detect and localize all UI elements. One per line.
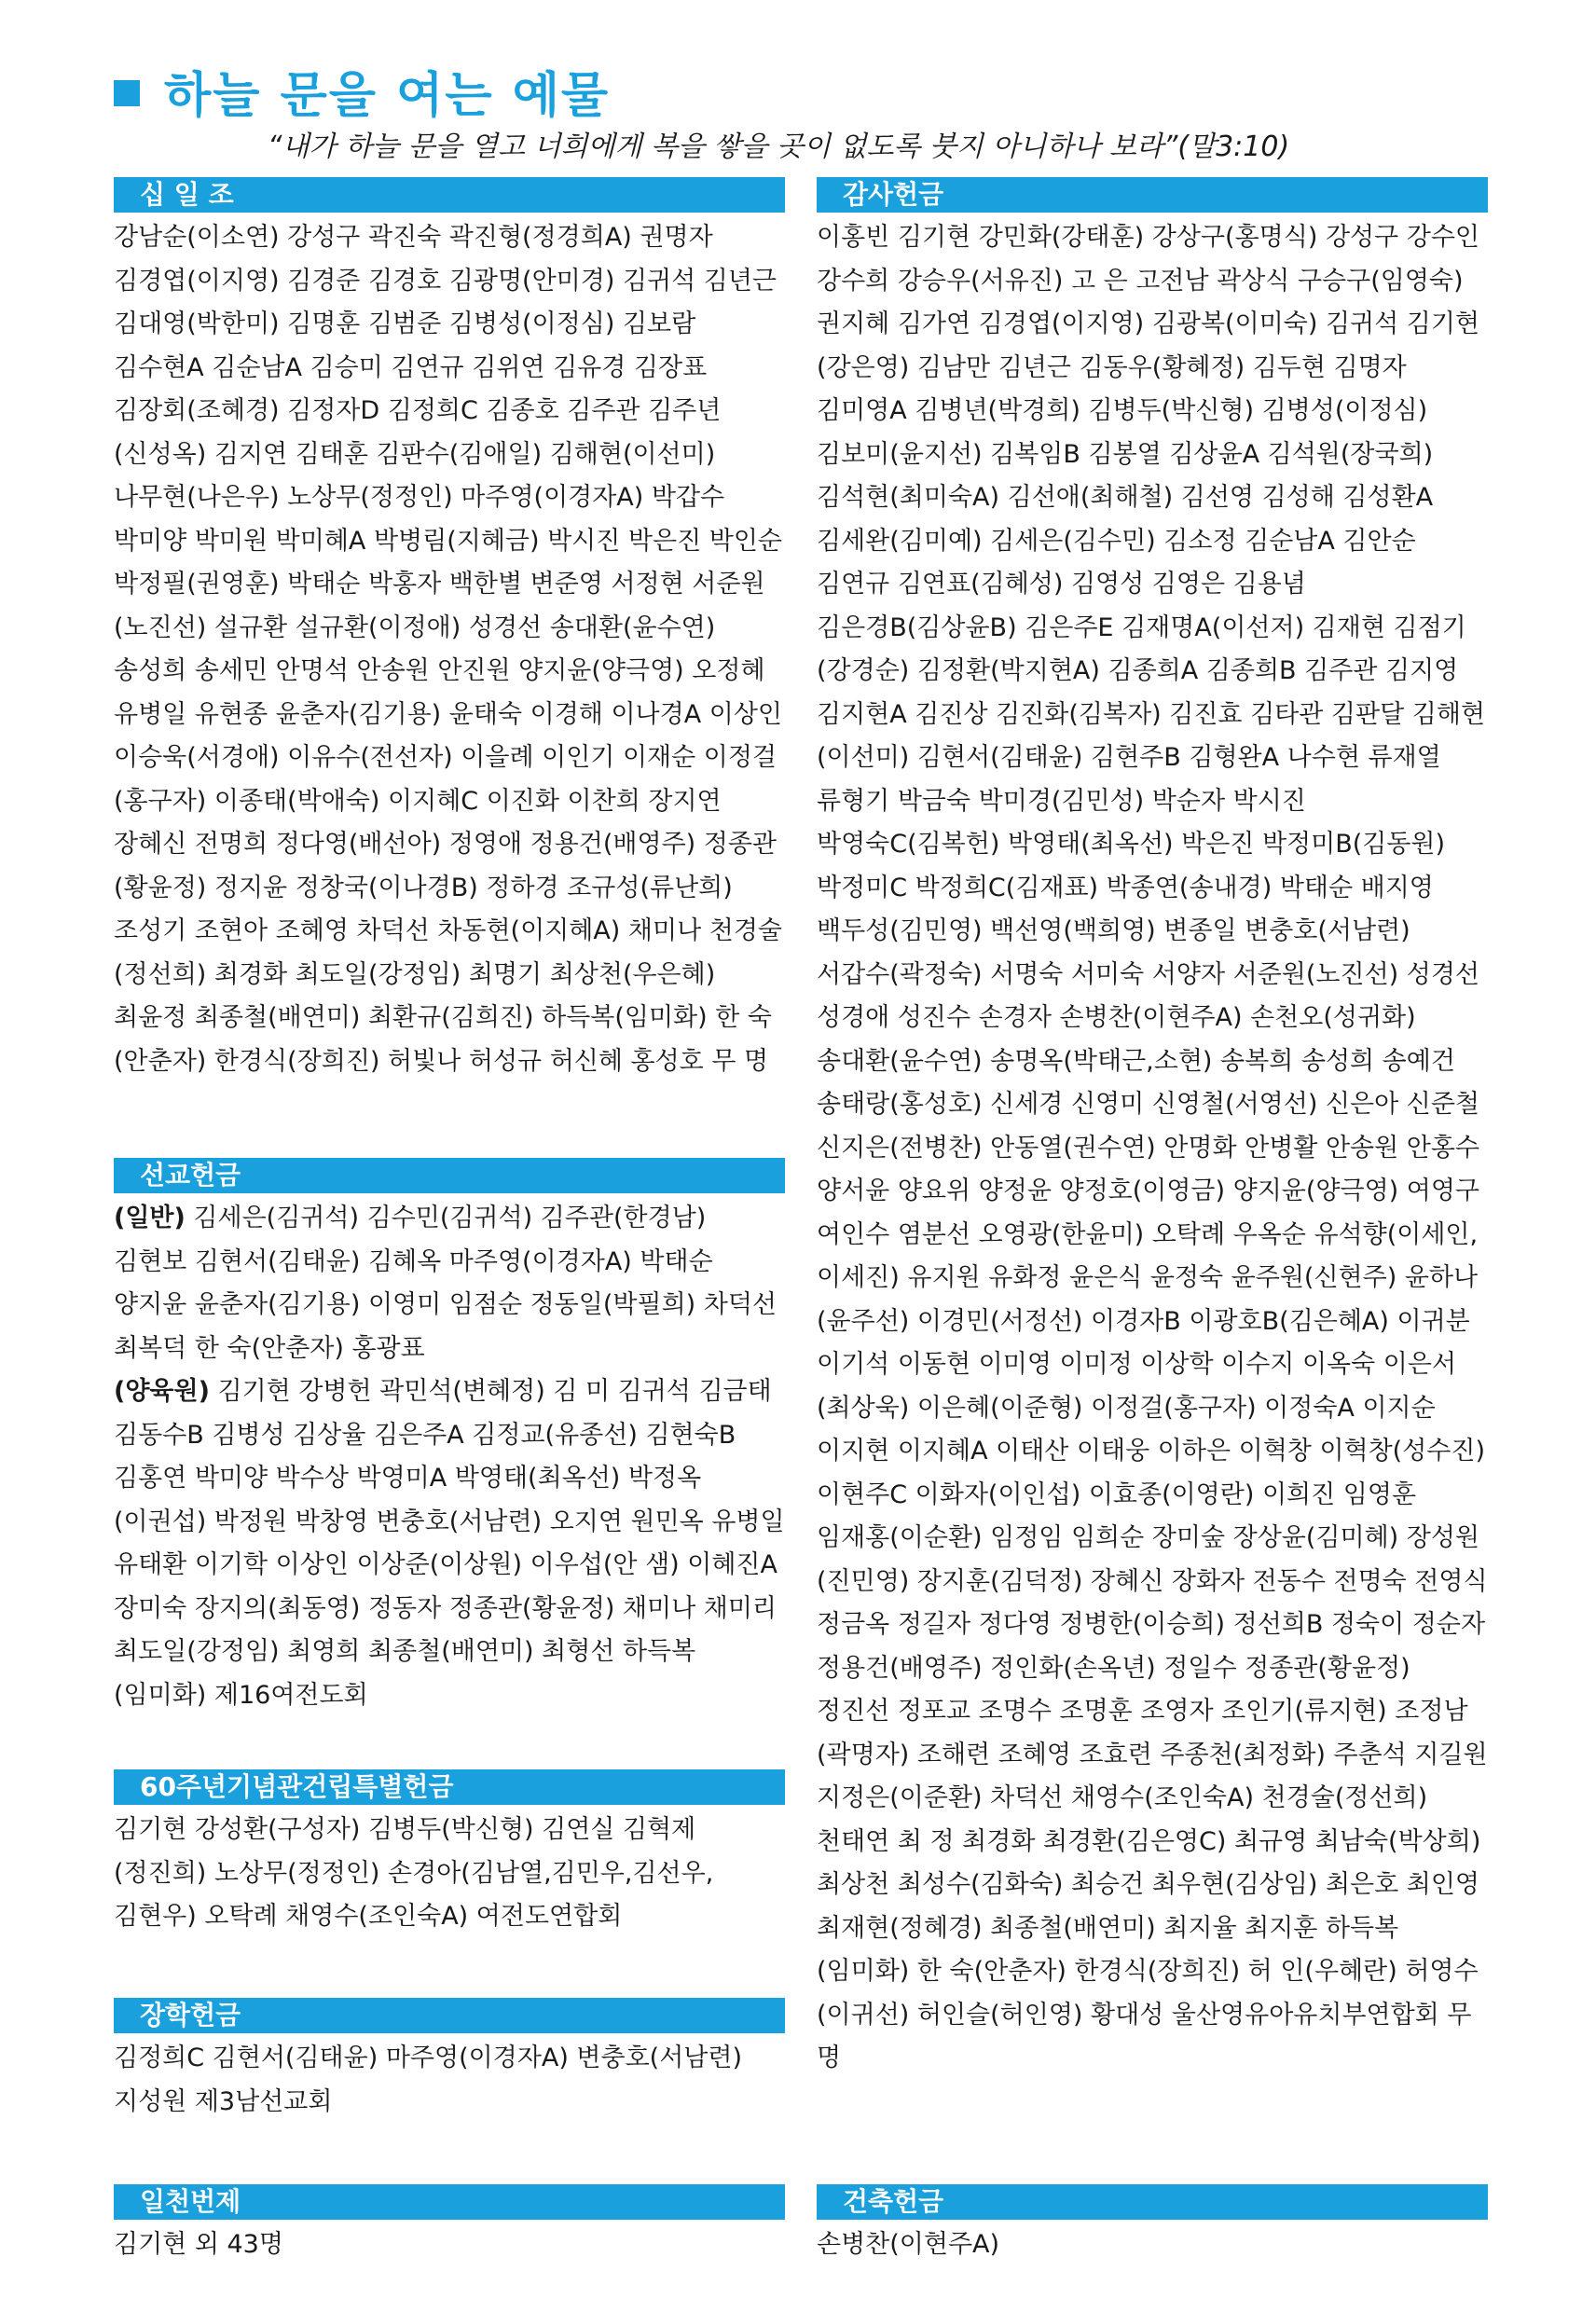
section-building <box>817 2184 1488 2267</box>
donor-list: 김기현 강병헌 곽민석(변혜정) 김 미 김귀석 김금태 김동수B 김병성 김상율 김은주A 김정교(유종선) 김현숙B 김홍연 박미양 박수상 박영미A 박영태(최옥선) 박정옥(이권섭) 박정원 박창영 변충호(서남련) 오지연 원민옥 유병일 유태환 이기학 이상인 이상준(이상원) 이우섭(안 샘) 이혜진A 장미숙 장지의(최동영) 정동자 정종관(황윤정) 채미나 채미리 최도일(강정임) 최영희 최종철(배연미) 최형선 하득복(임미화) 제16여전도회 <box>114 1377 785 1710</box>
title-square-icon <box>114 80 140 106</box>
section-body <box>114 2033 785 2124</box>
section-tithe <box>114 177 785 1083</box>
section-heading: 감사헌금 <box>817 177 1488 213</box>
donor-list: 이홍빈 김기현 강민화(강태훈) 강상구(홍명식) 강성구 강수인 강수희 강승우(서유진) 고 은 고전남 곽상식 구승구(임영숙) 권지혜 김가연 김경엽(이지영) 김광복(이미숙) 김귀석 김기현(강은영) 김남만 김년근 김동우(황혜정) 김두현 김명자 김미영A 김병년(박경희) 김병두(박신형) 김병성(이정심) 김보미(윤지선) 김복임B 김봉열 김상윤A 김석원(장국희) 김석현(최미숙A) 김선애(최해철) 김선영 김성해 김성환A 김세완(김미예) 김세은(김수민) 김소정 김순남A 김안순 김연규 김연표(김혜성) 김영성 김영은 김용념 김은경B(김상윤B) 김은주E 김재명A(이선저) 김재현 김점기(강경순) 김정환(박지현A) 김종희A 김종희B 김주관 김지영 김지현A 김진상 김진화(김복자) 김진효 김타관 김판달 김해현(이선미) 김현서(김태윤) 김현주B 김형완A 나수현 류재열 류형기 박금숙 박미경(김민성) 박순자 박시진 박영숙C(김복헌) 박영태(최옥선) 박은진 박정미B(김동원) 박정미C 박정희C(김재표) 박종연(송내경) 박태순 배지영 백두성(김민영) 백선영(백희영) 변종일 변충호(서남련) 서갑수(곽정숙) 서명숙 서미숙 서양자 서준원(노진선) 성경선 성경애 성진수 손경자 손병찬(이현주A) 손천오(성귀화) 송대환(윤수연) 송명옥(박태근,소현) 송복희 송성희 송예건 송태랑(홍성호) 신세경 신영미 신영철(서영선) 신은아 신준철 신지은(전병찬) 안동열(권수연) 안명화 안병활 안송원 안홍수 양서윤 양요위 양정윤 양정호(이영금) 양지윤(양극영) 여영구 여인수 염분선 오영광(한윤미) 오탁례 우옥순 유석향(이세인,이세진) 유지원 유화정 윤은식 윤정숙 윤주원(신현주) 윤하나(윤주선) 이경민(서정선) 이경자B 이광호B(김은혜A) 이귀분 이기석 이동현 이미영 이미정 이상학 이수지 이옥숙 이은서(최상욱) 이은혜(이준형) 이정걸(홍구자) 이정숙A 이지순 이지현 이지혜A 이태산 이태웅 이하은 이혁창 이혁창(성수진) 이현주C 이화자(이인섭) 이효종(이영란) 이희진 임영훈 임재홍(이순환) 임정임 임희순 장미숲 장상윤(김미혜) 장성원(진민영) 장지훈(김덕정) 장혜신 장화자 전동수 전명숙 전영식 정금옥 정길자 정다영 정병한(이승희) 정선희B 정숙이 정순자 정용건(배영주) 정인화(손옥년) 정일수 정종관(황윤정) 정진선 정포교 조명수 조명훈 조영자 조인기(류지현) 조정남(곽명자) 조해련 조혜영 조효련 주종천(최정화) 주춘석 지길원 지정은(이준환) 차덕선 채영수(조인숙A) 천경술(정선희) 천태연 최 정 최경화 최경환(김은영C) 최규영 최남숙(박상희) 최상천 최성수(김화숙) 최승건 최우현(김상임) 최은호 최인영 최재현(정혜경) 최종철(배연미) 최지율 최지훈 하득복(임미화) 한 숙(안춘자) 한경식(장희진) 허 인(우혜란) 허영수(이귀선) 허인슬(허인영) 황대성 울산영유아유치부연합회 무 명 <box>817 223 1488 2072</box>
section-mission <box>114 1158 785 1717</box>
section-heading: 일천번제 <box>114 2184 785 2220</box>
label-general: (일반) <box>114 1204 186 1232</box>
page-subtitle: “내가 하늘 문을 열고 너희에게 복을 쌓을 곳이 없도록 붓지 아니하나 보라”(말3:10) <box>268 131 1290 163</box>
section-anniversary <box>114 1769 785 1939</box>
section-body <box>817 2220 1488 2267</box>
section-body <box>114 1805 785 1939</box>
mission-general <box>114 1197 785 1370</box>
mission-orphanage <box>114 1370 785 1717</box>
section-heading: 장학헌금 <box>114 1998 785 2033</box>
section-body <box>114 213 785 1083</box>
donor-list: 강남순(이소연) 강성구 곽진숙 곽진형(정경희A) 권명자 김경엽(이지영) 김경준 김경호 김광명(안미경) 김귀석 김년근 김대영(박한미) 김명훈 김범준 김병성(이정심) 김보람 김수현A 김순남A 김승미 김연규 김위연 김유경 김장표 김장회(조혜경) 김정자D 김정희C 김종호 김주관 김주년(신성옥) 김지연 김태훈 김판수(김애일) 김해현(이선미) 나무현(나은우) 노상무(정정인) 마주영(이경자A) 박갑수 박미양 박미원 박미혜A 박병림(지혜금) 박시진 박은진 박인순 박정필(권영훈) 박태순 박홍자 백한별 변준영 서정현 서준원(노진선) 설규환 설규환(이정애) 성경선 송대환(윤수연) 송성희 송세민 안명석 안송원 안진원 양지윤(양극영) 오정혜 유병일 유현종 윤춘자(김기용) 윤태숙 이경해 이나경A 이상인 이승욱(서경애) 이유수(전선자) 이을례 이인기 이재순 이정걸(홍구자) 이종태(박애숙) 이지혜C 이진화 이찬희 장지연 장혜신 전명희 정다영(배선아) 정영애 정용건(배영주) 정종관(황윤정) 정지윤 정창국(이나경B) 정하경 조규성(류난희) 조성기 조현아 조혜영 차덕선 차동현(이지혜A) 채미나 천경술(정선희) 최경화 최도일(강정임) 최명기 최상천(우은혜) 최윤정 최종철(배연미) 최환규(김희진) 하득복(임미화) 한 숙(안춘자) 한경식(장희진) 허빛나 허성규 허신혜 홍성호 무 명 <box>114 223 782 1076</box>
section-heading: 십 일 조 <box>114 177 785 213</box>
section-heading: 건축헌금 <box>817 2184 1488 2220</box>
donor-list: 김기현 외 43명 <box>114 2230 283 2259</box>
section-thanks <box>817 177 1488 2081</box>
section-body <box>114 2220 785 2267</box>
section-scholarship <box>114 1998 785 2124</box>
title-row <box>114 58 1493 123</box>
page-header <box>114 58 1493 163</box>
section-body <box>114 1193 785 1717</box>
donor-list: 김정희C 김현서(김태윤) 마주영(이경자A) 변충호(서남련) 지성원 제3남선교회 <box>114 2044 742 2116</box>
donor-list: 김기현 강성환(구성자) 김병두(박신형) 김연실 김혁제(정진희) 노상무(정정인) 손경아(김남열,김민우,김선우,김현우) 오탁례 채영수(조인숙A) 여전도연합회 <box>114 1815 714 1931</box>
donor-list: 김세은(김귀석) 김수민(김귀석) 김주관(한경남) 김현보 김현서(김태윤) 김혜옥 마주영(이경자A) 박태순 양지윤 윤춘자(김기용) 이영미 임점순 정동일(박필희) 차덕선 최복덕 한 숙(안춘자) 홍광표 <box>114 1204 777 1363</box>
page-title: 하늘 문을 여는 예물 <box>164 67 611 124</box>
section-heading: 60주년기념관건립특별헌금 <box>114 1769 785 1805</box>
section-heading: 선교헌금 <box>114 1158 785 1193</box>
donor-list: 손병찬(이현주A) <box>817 2230 1000 2259</box>
section-ilcheon <box>114 2184 785 2267</box>
section-body <box>817 213 1488 2081</box>
label-orphanage: (양육원) <box>114 1377 210 1406</box>
